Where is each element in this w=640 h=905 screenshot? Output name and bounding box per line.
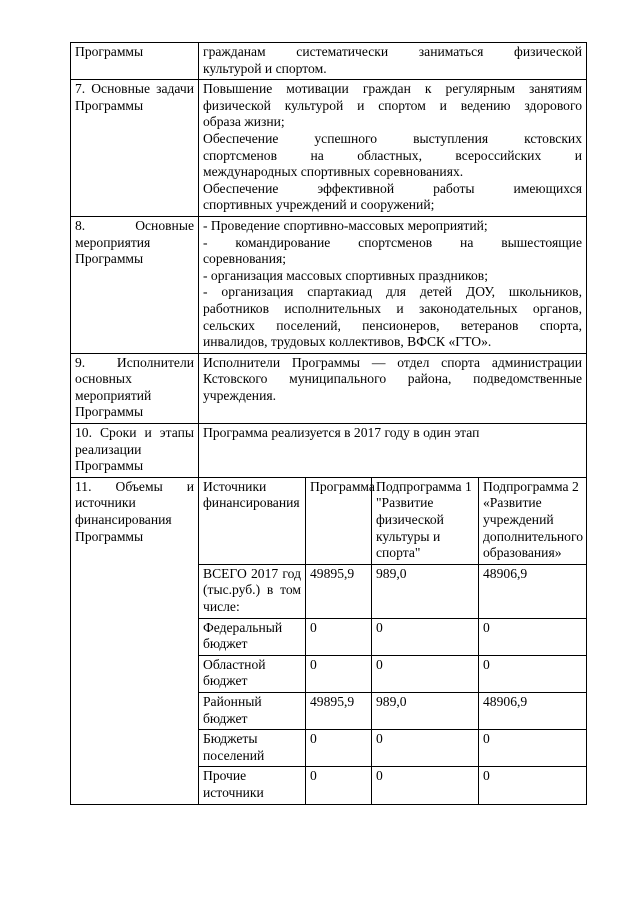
text-line: работников исполнительных и законодательных органов, xyxy=(203,300,582,316)
finance-subprogram-1: 0 xyxy=(372,767,479,804)
finance-source: ВСЕГО 2017 год (тыс.руб.) в том числе: xyxy=(199,564,306,618)
finance-subprogram-2: 0 xyxy=(479,618,587,655)
header-program: Программа xyxy=(306,478,372,564)
finance-program: 0 xyxy=(306,618,372,655)
table-row xyxy=(71,477,587,804)
finance-program: 49895,9 xyxy=(306,564,372,618)
text-line: инвалидов, трудовых коллективов, ВФСК «ГТО». xyxy=(203,334,492,350)
row-content xyxy=(199,43,587,80)
finance-source: Бюджеты поселений xyxy=(199,730,306,767)
finance-subprogram-1: 0 xyxy=(372,655,479,692)
row-content xyxy=(199,353,587,423)
finance-subprogram-2: 48906,9 xyxy=(479,564,587,618)
text-line: - организация спартакиад для детей ДОУ, школьников, xyxy=(203,284,582,300)
table-row xyxy=(71,80,587,217)
finance-subprogram-2: 0 xyxy=(479,655,587,692)
finance-source: Районный бюджет xyxy=(199,692,306,729)
table-row xyxy=(71,216,587,353)
passport-table xyxy=(70,42,587,805)
finance-table xyxy=(199,478,586,804)
row-label: 10. Сроки и этапы реализации Программы xyxy=(71,424,199,478)
text-line: Программа реализуется в 2017 году в один этап xyxy=(203,425,480,441)
finance-subprogram-1: 989,0 xyxy=(372,564,479,618)
finance-row xyxy=(199,564,586,618)
row-label: 7. Основные задачи Программы xyxy=(71,80,199,217)
text-line: - организация массовых спортивных праздников; xyxy=(203,267,488,283)
table-row xyxy=(71,43,587,80)
text-line: учреждения. xyxy=(203,387,277,403)
row-content xyxy=(199,424,587,478)
finance-source: Областной бюджет xyxy=(199,655,306,692)
text-line: образа жизни; xyxy=(203,114,285,130)
text-line: культурой и спортом. xyxy=(203,60,327,76)
row-content xyxy=(199,80,587,217)
finance-source: Прочие источники xyxy=(199,767,306,804)
finance-row xyxy=(199,730,586,767)
table-row xyxy=(71,353,587,423)
finance-header-row xyxy=(199,478,586,564)
finance-subprogram-2: 0 xyxy=(479,767,587,804)
text-line: спортивных учреждений и сооружений; xyxy=(203,197,435,213)
text-line: физической культурой и спортом и ведению здорового xyxy=(203,97,582,113)
text-line: - командирование спортсменов на вышестоящие xyxy=(203,234,582,250)
text-line: международных спортивных соревнованиях. xyxy=(203,164,464,180)
finance-row xyxy=(199,618,586,655)
finance-subprogram-2: 48906,9 xyxy=(479,692,587,729)
row-label: 11. Объемы и источники финансирования Программы xyxy=(71,477,199,804)
text-line: соревнования; xyxy=(203,251,287,267)
finance-row xyxy=(199,692,586,729)
text-line: Кстовского муниципального района, подведомственные xyxy=(203,371,582,387)
text-line: - Проведение спортивно-массовых мероприятий; xyxy=(203,217,488,233)
finance-row xyxy=(199,655,586,692)
text-line: Повышение мотивации граждан к регулярным занятиям xyxy=(203,81,582,97)
text-line: Обеспечение успешного выступления кстовских xyxy=(203,130,582,146)
table-row xyxy=(71,424,587,478)
row-content xyxy=(199,216,587,353)
finance-cell xyxy=(199,477,587,804)
finance-subprogram-1: 989,0 xyxy=(372,692,479,729)
text-line: Исполнители Программы — отдел спорта администрации xyxy=(203,354,582,370)
finance-source: Федеральный бюджет xyxy=(199,618,306,655)
finance-subprogram-2: 0 xyxy=(479,730,587,767)
row-label: Программы xyxy=(71,43,199,80)
row-label: 8. Основные мероприятия Программы xyxy=(71,216,199,353)
finance-program: 49895,9 xyxy=(306,692,372,729)
text-line: гражданам систематически заниматься физической xyxy=(203,44,582,59)
header-source: Источники финансирования xyxy=(199,478,306,564)
finance-subprogram-1: 0 xyxy=(372,730,479,767)
finance-program: 0 xyxy=(306,767,372,804)
header-subprogram-1: Подпрограмма 1 "Развитие физической культуры и спорта" xyxy=(372,478,479,564)
text-line: спортсменов на областных, всероссийских и xyxy=(203,147,582,163)
header-subprogram-2: Подпрограмма 2 «Развитие учреждений дополнительного образования» xyxy=(479,478,587,564)
finance-program: 0 xyxy=(306,730,372,767)
text-line: сельских поселений, пенсионеров, ветеранов спорта, xyxy=(203,317,582,333)
text-line: Обеспечение эффективной работы имеющихся xyxy=(203,180,582,196)
row-label: 9. Исполнители основных мероприятий Программы xyxy=(71,353,199,423)
program-passport-table xyxy=(70,42,587,805)
finance-subprogram-1: 0 xyxy=(372,618,479,655)
finance-program: 0 xyxy=(306,655,372,692)
finance-row xyxy=(199,767,586,804)
